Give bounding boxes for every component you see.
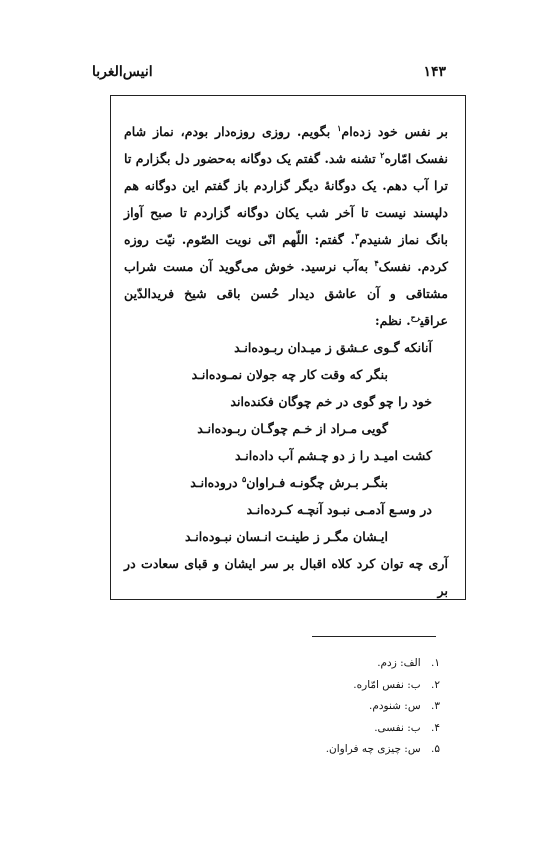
footnote-ref: ۴ [374, 257, 379, 268]
footnote-text: الف: زدم. [377, 657, 421, 669]
prose-segment: بگویم. روزی روزه‌دار بودم، نماز شام نفسک امّاره [124, 124, 448, 166]
prose-segment: . نظم: [374, 313, 411, 328]
footnote-ref: ۱ [337, 122, 342, 133]
verse-line [124, 361, 448, 388]
verse-text: دروده‌انـد [190, 475, 242, 490]
verse-text: در وسـع آدمـی نبـود آنچـه کـرده‌انـد [246, 502, 432, 517]
main-text-block [124, 118, 448, 604]
footnote [200, 675, 440, 697]
verse-text: خود را چو گوی در خم چوگان فکنده‌اند [230, 394, 432, 409]
footnote-number: ۱. [431, 657, 440, 669]
footnote-ref: ۳ [354, 230, 360, 241]
running-header-title: انیس‌الغربا [92, 64, 153, 80]
prose-segment: بر نفس خود زده‌ام [341, 124, 448, 139]
verse-line [124, 388, 448, 415]
footnote [200, 653, 440, 675]
verse-line [124, 442, 448, 469]
closing-line: آری چه توان کرد کلاه اقبال بر سر ایشان و قبای سعادت در بر [124, 556, 448, 598]
footnote-divider [312, 636, 436, 637]
verse-text: آنانکه گـوی عـشق ز میـدان ربـوده‌انـد [234, 340, 432, 355]
verse-line [124, 523, 448, 550]
footnote-ref: ۲ [380, 149, 385, 160]
verse-line [124, 415, 448, 442]
verse-text: گویی مـراد از خـم چوگـان ربـوده‌انـد [197, 421, 388, 436]
verse-text: ایـشان مگـر ز طینـت انـسان نبـوده‌انـد [184, 529, 388, 544]
prose-segment: به‌آب نرسید. خوش می‌گوید آن مست شراب مشتاقی و آن عاشق دیدار حُسن باقی شیخ فریدالدّین عراقی [124, 259, 448, 328]
footnote-number: ۴. [431, 721, 440, 734]
prose-segment: تشنه شد. گفتم یک دوگانه به‌حضور دل بگزارم تا ترا آب دهم. یک دوگانهٔ دیگر گزاردم باز گفتم این دوگانه هم دلپسند نیست تا آخر شب یکان دوگانه گزاردم تا صبح آواز بانگ نماز شنیدم [124, 151, 448, 247]
verse-text: بنگر که وقت کار چه جولان نمـوده‌انـد [191, 367, 388, 382]
verse-line [124, 496, 448, 523]
footnote-number: ۵. [431, 743, 440, 755]
prose-paragraph [124, 118, 448, 334]
footnote [200, 739, 440, 761]
footnotes [200, 653, 440, 761]
verse-text: بنگـر بـرش چگونـه فـراوان [246, 475, 388, 490]
verse-line [124, 334, 448, 361]
prose-segment: . گفتم: اللّهم انّی نویت الصّوم. نیّت روزه کردم. نفسک [124, 232, 448, 274]
page-number: ۱۴۳ [423, 64, 446, 80]
footnote-text: ب: نفسی. [374, 721, 421, 734]
footnote [200, 718, 440, 740]
verse-line [124, 469, 448, 496]
footnote-number: ۲. [431, 678, 440, 691]
footnote-number: ۳. [431, 700, 440, 712]
footnote [200, 696, 440, 718]
footnote-text: س: شنودم. [369, 700, 421, 712]
footnote-text: س: چیزی چه فراوان. [325, 743, 421, 755]
honorific-mark: رح [410, 311, 421, 322]
footnote-text: ب: نفس امّاره. [353, 678, 421, 691]
footnote-ref: ۵ [241, 473, 247, 484]
verse-text: کشت امیـد را ز دو چـشم آب داده‌انـد [234, 448, 432, 463]
